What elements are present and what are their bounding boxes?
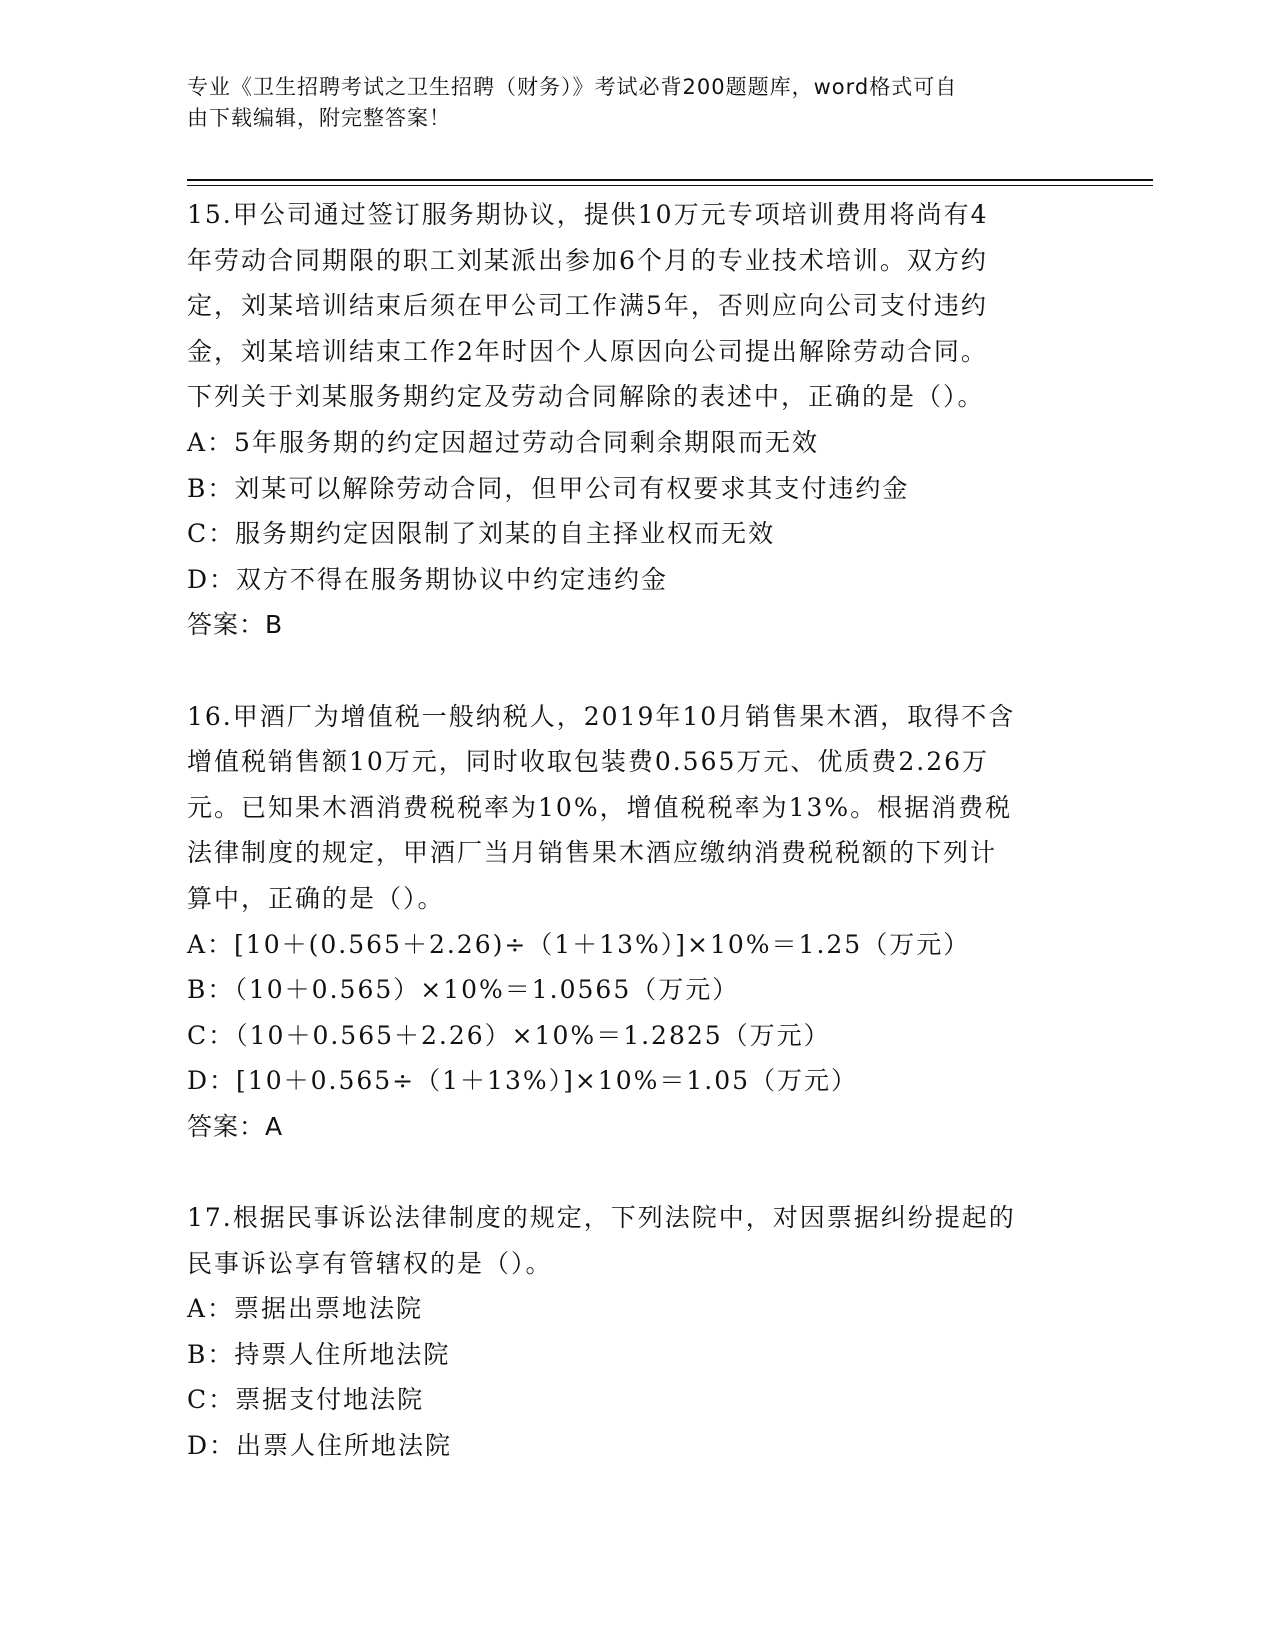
header-rule-thin [187,185,1153,186]
question-stem-line: 算中，正确的是（）。 [187,883,445,913]
question-stem-line: 定，刘某培训结束后须在甲公司工作满5年，否则应向公司支付违约 [187,291,988,321]
option-d: D：双方不得在服务期协议中约定违约金 [187,564,669,594]
option-d: D：[10＋0.565÷（1＋13%）]×10%＝1.05（万元） [187,1066,859,1096]
option-b: B：刘某可以解除劳动合同，但甲公司有权要求其支付违约金 [187,473,910,503]
question-stem-line: 年劳动合同期限的职工刘某派出参加6个月的专业技术培训。双方约 [187,245,988,275]
option-a: A：[10＋(0.565＋2.26)÷（1＋13%）]×10%＝1.25（万元） [187,929,971,959]
header-line-2: 由下载编辑，附完整答案！ [187,106,451,130]
option-c: C：服务期约定因限制了刘某的自主择业权而无效 [187,519,776,549]
header-line-1: 专业《卫生招聘考试之卫生招聘（财务）》考试必背200题题库，word格式可自 [187,75,958,99]
option-c: C：票据支付地法院 [187,1385,425,1415]
question-stem-line: 16.甲酒厂为增值税一般纳税人，2019年10月销售果木酒，取得不含 [187,701,1016,731]
question-16 [187,694,1087,1150]
option-a: A：5年服务期的约定因超过劳动合同剩余期限而无效 [187,427,819,457]
option-c: C：（10＋0.565＋2.26）×10%＝1.2825（万元） [187,1020,831,1050]
option-d: D：出票人住所地法院 [187,1431,453,1461]
question-stem-line: 17.根据民事诉讼法律制度的规定，下列法院中，对因票据纠纷提起的 [187,1203,1016,1233]
question-list [187,192,1087,1469]
question-spacer [187,1149,1087,1195]
question-stem-line: 法律制度的规定，甲酒厂当月销售果木酒应缴纳消费税税额的下列计 [187,838,998,868]
answer-label: 答案：A [187,1111,284,1141]
question-15 [187,192,1087,648]
question-spacer [187,648,1087,694]
question-stem-line: 元。已知果木酒消费税税率为10%，增值税税率为13%。根据消费税 [187,792,1013,822]
header-rule-thick [187,179,1153,181]
option-a: A：票据出票地法院 [187,1294,424,1324]
question-stem-line: 下列关于刘某服务期约定及劳动合同解除的表述中，正确的是（）。 [187,382,985,412]
question-stem-line: 增值税销售额10万元，同时收取包装费0.565万元、优质费2.26万 [187,747,990,777]
question-stem-line: 15.甲公司通过签订服务期协议，提供10万元专项培训费用将尚有4 [187,200,989,229]
question-stem-line: 民事诉讼享有管辖权的是（）。 [187,1248,553,1278]
question-stem-line: 金，刘某培训结束工作2年时因个人原因向公司提出解除劳动合同。 [187,336,988,366]
option-b: B：（10＋0.565）×10%＝1.0565（万元） [187,975,740,1005]
document-header [187,72,1067,134]
option-b: B：持票人住所地法院 [187,1339,451,1369]
answer-label: 答案：B [187,610,284,640]
question-17 [187,1195,1087,1469]
